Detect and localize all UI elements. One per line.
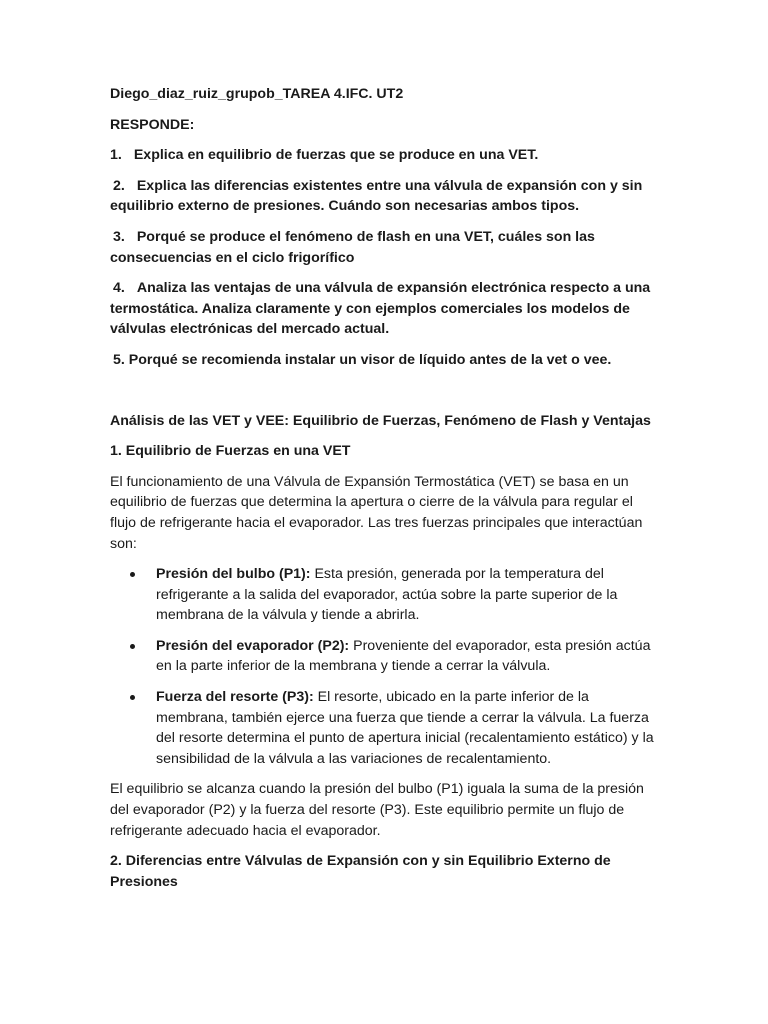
bullet-text: Proveniente del evaporador, esta presión actúa en la parte inferior de la membrana y tiende a cerrar la válvula. bbox=[156, 637, 651, 675]
bullet-term: Presión del evaporador (P2): bbox=[156, 637, 350, 654]
section-1-title: 1. Equilibrio de Fuerzas en una VET bbox=[110, 443, 351, 460]
question-text: Porqué se recomienda instalar un visor de líquido antes de la vet o vee. bbox=[128, 351, 612, 368]
question-text: Porqué se produce el fenómeno de flash en una VET, cuáles son las consecuencias en el ciclo frigorífico bbox=[110, 228, 595, 266]
section-1-intro: El funcionamiento de una Válvula de Expansión Termostática (VET) se basa en un equilibrio de fuerzas que determina la apertura o cierre de la válvula para regular el flujo de refrigerante hacia el evaporador. Las tres fuerzas principales que interactúan son: bbox=[110, 473, 643, 552]
question-text: Explica en equilibrio de fuerzas que se produce en una VET. bbox=[133, 147, 539, 164]
list-item bbox=[110, 564, 662, 626]
question-number: 2. bbox=[113, 177, 125, 194]
question-5 bbox=[110, 350, 662, 371]
bullet-term: Fuerza del resorte (P3): bbox=[156, 689, 314, 706]
responde-heading: RESPONDE: bbox=[110, 116, 195, 133]
question-number: 4. bbox=[113, 280, 125, 297]
bullet-text: Esta presión, generada por la temperatura del refrigerante a la salida del evaporador, actúa sobre la parte superior de la membrana de la válvula y tiende a abrirla. bbox=[156, 566, 618, 624]
question-1 bbox=[110, 145, 662, 166]
section-1-conclusion: El equilibrio se alcanza cuando la presión del bulbo (P1) iguala la suma de la presión del evaporador (P2) y la fuerza del resorte (P3). Este equilibrio permite un flujo de refrigerante adecuado hacia el evaporador. bbox=[110, 781, 644, 839]
question-number: 5. bbox=[113, 351, 125, 368]
bullet-icon bbox=[130, 572, 135, 577]
list-item bbox=[110, 636, 662, 677]
question-text: Explica las diferencias existentes entre una válvula de expansión con y sin equilibrio externo de presiones. Cuándo son necesarias ambos tipos. bbox=[110, 177, 643, 215]
question-number: 3. bbox=[113, 228, 125, 245]
question-text: Analiza las ventajas de una válvula de expansión electrónica respecto a una termostática. Analiza claramente y con ejemplos comerciales los modelos de válvulas electrónicas del mercado actual. bbox=[110, 280, 651, 338]
question-number: 1. bbox=[110, 147, 122, 164]
section-2-title: 2. Diferencias entre Válvulas de Expansión con y sin Equilibrio Externo de Presiones bbox=[110, 853, 611, 890]
document-page bbox=[110, 84, 662, 902]
bullet-term: Presión del bulbo (P1): bbox=[156, 566, 311, 583]
analysis-title: Análisis de las VET y VEE: Equilibrio de Fuerzas, Fenómeno de Flash y Ventajas bbox=[110, 412, 651, 429]
question-2 bbox=[110, 176, 662, 217]
document-title: Diego_diaz_ruiz_grupob_TAREA 4.IFC. UT2 bbox=[110, 86, 404, 102]
question-4 bbox=[110, 278, 662, 340]
question-3 bbox=[110, 227, 662, 268]
forces-list bbox=[110, 564, 662, 769]
bullet-text: El resorte, ubicado en la parte inferior de la membrana, también ejerce una fuerza que tiende a cerrar la válvula. La fuerza del resorte determina el punto de apertura inicial (recalentamiento estático) y la sensibilidad de la válvula a las variaciones de recalentamiento. bbox=[156, 689, 654, 767]
bullet-icon bbox=[130, 644, 135, 649]
bullet-icon bbox=[130, 695, 135, 700]
list-item bbox=[110, 687, 662, 769]
